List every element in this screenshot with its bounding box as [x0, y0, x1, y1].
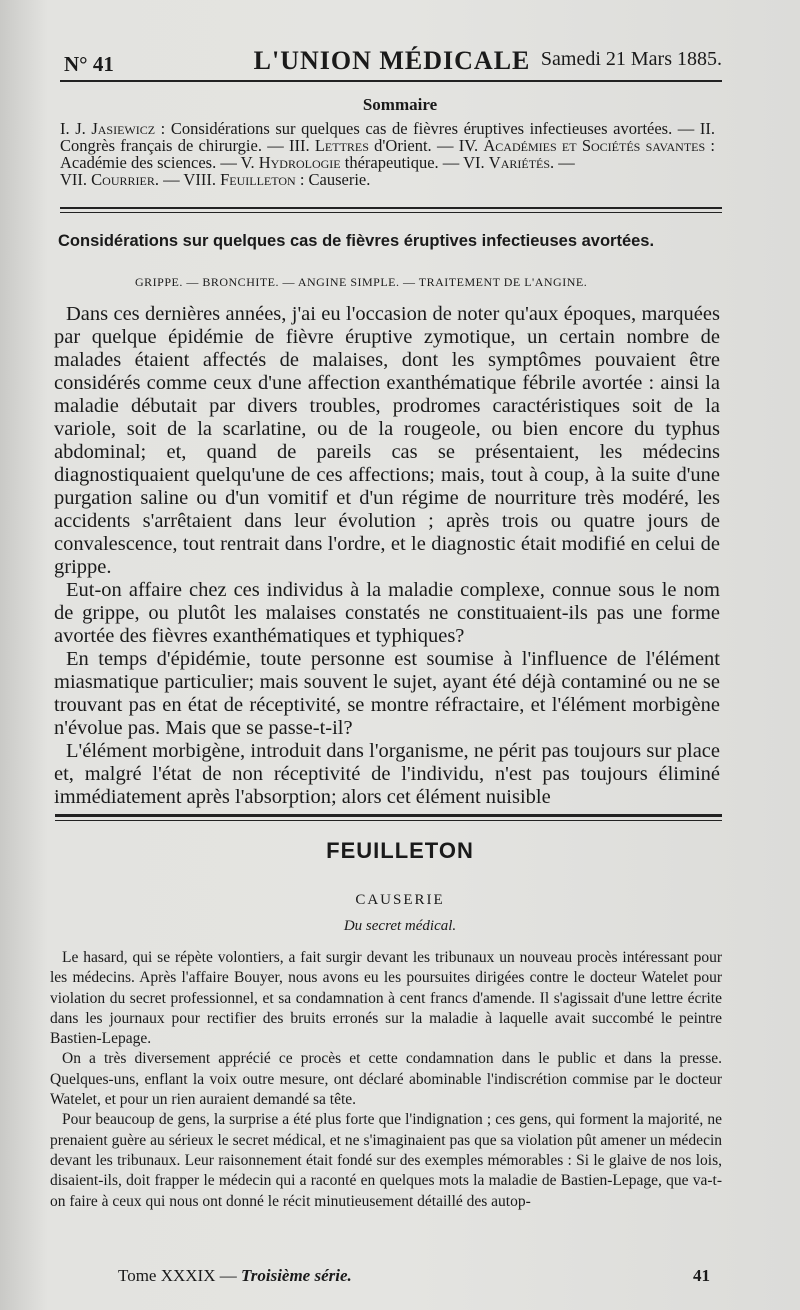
article-subtitle: GRIPPE. — BRONCHITE. — ANGINE SIMPLE. — TRAITEMENT DE L'ANGINE.: [135, 275, 588, 289]
article-paragraph: En temps d'épidémie, toute personne est soumise à l'influence de l'élément miasmatique particulier; mais souvent le sujet, ayant été déjà contaminé ou ne se trouvant pas en état de réceptivité, se montre réfractaire, et l'élément morbigène n'évolue pas. Mais que se passe-t-il?: [54, 648, 720, 739]
sommaire-item: I. J. Jasiewicz : Considérations sur quelques cas de fièvres éruptives infectieuses avortées. —: [60, 119, 695, 138]
article-paragraph: Dans ces dernières années, j'ai eu l'occasion de noter qu'aux époques, marquées par quelque épidémie de fièvre éruptive zymotique, un certain nombre de malades étaient affectés de malaises, dont les symptômes pouvaient être considérés comme ceux d'une affection exanthématique fébrile avortée : ainsi la maladie débutait par divers troubles, prodromes caractéristiques soit de la variole, soit de la scarlatine, ou de la rougeole, ou bien encore du typhus abdominal; et, quand de pareils cas se présentaient, les médecins diagnostiquaient quelqu'une de ces affections; mais, tout à coup, à la suite d'une purgation saline ou d'un vomitif et d'un régime de nourriture très modéré, les accidents s'arrêtaient dans leur évolution ; après trois ou quatre jours de convalescence, tout rentrait dans l'ordre, et le diagnostic était modifié en celui de grippe.: [54, 303, 720, 578]
sommaire-item: II. Congrès français de chirurgie. —: [60, 119, 716, 155]
article-paragraph: L'élément morbigène, introduit dans l'organisme, ne périt pas toujours sur place et, malgré l'état de non réceptivité de l'individu, n'est pas toujours éliminé immédiatement après l'absorption; alors cet élément nuisible: [54, 740, 720, 808]
sommaire-item: VII. Courrier. —: [60, 170, 184, 189]
feuilleton-rule: [55, 814, 722, 817]
sommaire-rule: [60, 207, 722, 209]
feuilleton-paragraph: Le hasard, qui se répète volontiers, a fait surgir devant les tribunaux un nouveau procès intéressant pour les médecins. Après l'affaire Bouyer, nous avons eu les poursuites dirigées contre le docteur Watelet pour violation du secret professionnel, et sa condamnation à cent francs d'amende. Il s'agissait d'une lettre écrite dans les journaux pour rectifier des bruits erronés sur la maladie à laquelle avait succombé le peintre Bastien-Lepage.: [50, 949, 722, 1048]
sommaire-heading: Sommaire: [362, 95, 438, 114]
article-title: Considérations sur quelques cas de fièvres éruptives infectieuses avortées.: [58, 232, 655, 250]
article-paragraph: Eut-on affaire chez ces individus à la maladie complexe, connue sous le nom de grippe, ou plutôt les malaises constatés ne constituaient-ils pas une forme avortée des fièvres exanthématiques et typhiques?: [54, 579, 720, 647]
sommaire-item: IV. Académies et Sociétés savantes : Académie des sciences. —: [60, 136, 716, 172]
sommaire-rule-thin: [60, 212, 722, 213]
causerie-subtitle: Du secret médical.: [343, 918, 457, 934]
header-rule: [60, 80, 722, 82]
causerie-heading: CAUSERIE: [355, 892, 445, 908]
sommaire-contents: [60, 120, 715, 188]
journal-title: L'UNION MÉDICALE: [253, 46, 531, 75]
issue-number: N° 41: [64, 52, 114, 76]
volume-info: Tome XXXIX — Troisième série.: [118, 1266, 352, 1285]
feuilleton-body: [50, 948, 722, 1212]
feuilleton-paragraph: Pour beaucoup de gens, la surprise a été plus forte que l'indignation ; ces gens, qui forment la majorité, ne prenaient guère au sérieux le secret médical, et ne s'imaginaient pas que sa violation pût amener un médecin devant les tribunaux. Leur raisonnement était fondé sur des exemples mémorables : Si le glaive de nos lois, disaient-ils, doit frapper le médecin qui a raconté en quelques mots la maladie de Bastien-Lepage, que va-t-on faire à ceux qui nous ont donné le récit minutieusement détaillé des autop-: [50, 1111, 722, 1210]
sommaire-item: V. Hydrologie thérapeutique. —: [240, 153, 464, 172]
page-footer: [60, 1266, 720, 1290]
page-header: [62, 44, 722, 76]
feuilleton-rule-thin: [55, 820, 722, 821]
page-number: 41: [693, 1266, 710, 1285]
sommaire-item: VI. Variétés. —: [463, 153, 575, 172]
sommaire-item: III. Lettres d'Orient. —: [288, 136, 459, 155]
sommaire-item: VIII. Feuilleton : Causerie.: [183, 170, 371, 189]
feuilleton-paragraph: On a très diversement apprécié ce procès et cette condamnation dans le public et dans la presse. Quelques-uns, enflant la voix outre mesure, ont déclaré abominable l'indiscrétion commise par le docteur Watelet, et pour un rien auraient demandé sa tête.: [50, 1050, 722, 1109]
feuilleton-title: FEUILLETON: [326, 838, 474, 863]
issue-date: Samedi 21 Mars 1885.: [540, 48, 722, 70]
article-body: [54, 303, 720, 809]
